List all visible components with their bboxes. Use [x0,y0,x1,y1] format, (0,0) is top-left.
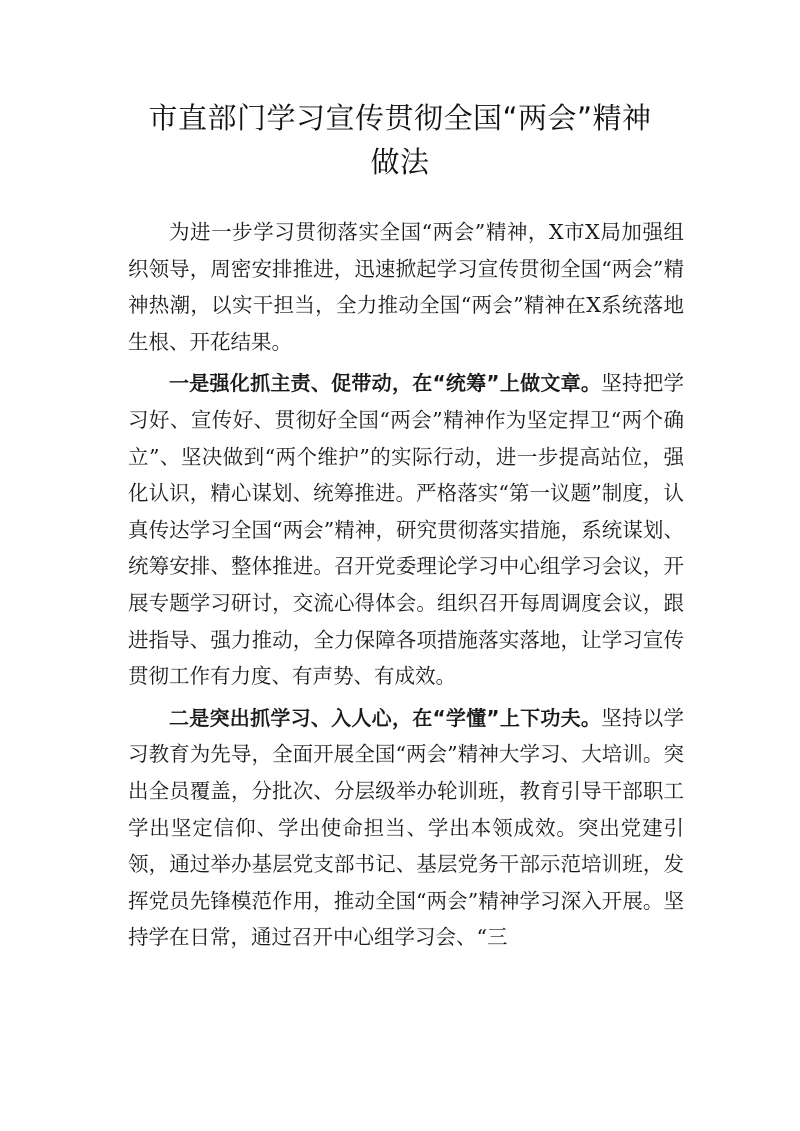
title-line-1: 市直部门学习宣传贯彻全国“两会”精神 [148,101,652,135]
document-body [128,214,684,961]
paragraph-text: 为进一步学习贯彻落实全国“两会”精神，X市X局加强组织领导，周密安排推进，迅速掀起学习宣传贯彻全国“两会”精神热潮，以实干担当，全力推动全国“两会”精神在X系统落地生根、开花结果。 [128,220,684,354]
paragraph-section-1 [128,365,684,694]
paragraph-intro [128,214,684,360]
title-line-2: 做法 [370,145,430,179]
section-heading: 一是强化抓主责、促带动，在“统筹”上做文章。 [169,371,602,396]
paragraph-text: 坚持把学习好、宣传好、贯彻好全国“两会”精神作为坚定捍卫“两个确立”、坚决做到“两个维护”的实际行动，进一步提高站位，强化认识，精心谋划、统筹推进。严格落实“第一议题”制度，认真传达学习全国“两会”精神，研究贯彻落实措施，系统谋划、统筹安排、整体推进。召开党委理论学习中心组学习会议，开展专题学习研讨，交流心得体会。组织召开每周调度会议，跟进指导、强力推动，全力保障各项措施落实落地，让学习宣传贯彻工作有力度、有声势、有成效。 [128,371,684,689]
paragraph-section-2 [128,700,684,956]
document-title [100,96,700,184]
section-heading: 二是突出抓学习、入人心，在“学懂”上下功夫。 [169,705,602,730]
paragraph-text: 坚持以学习教育为先导，全面开展全国“两会”精神大学习、大培训。突出全员覆盖，分批次、分层级举办轮训班，教育引导干部职工学出坚定信仰、学出使命担当、学出本领成效。突出党建引领，通过举办基层党支部书记、基层党务干部示范培训班，发挥党员先锋模范作用，推动全国“两会”精神学习深入开展。坚持学在日常，通过召开中心组学习会、“三 [128,705,684,950]
